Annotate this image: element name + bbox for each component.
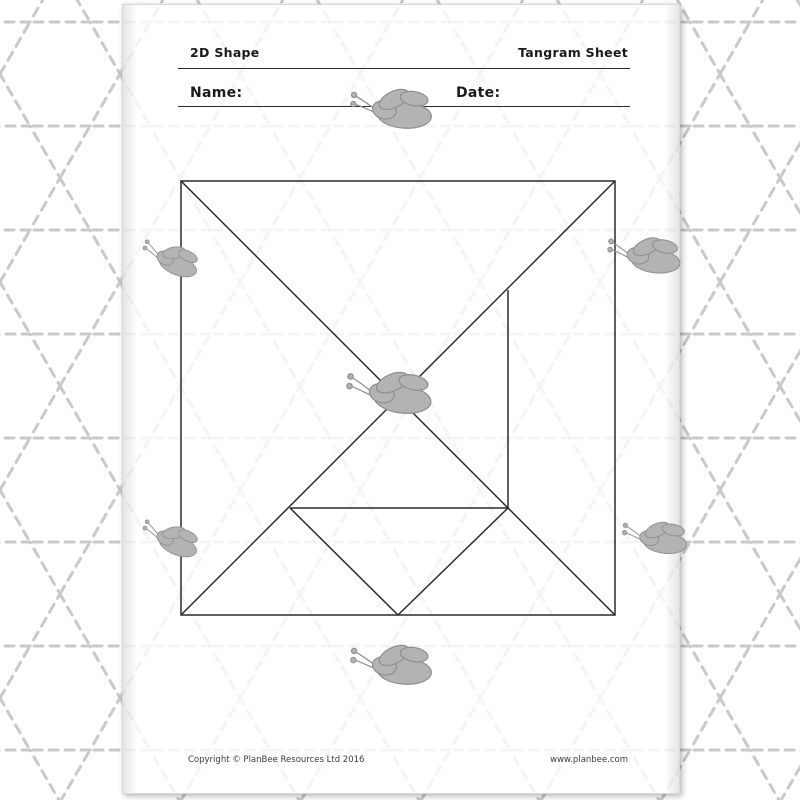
tangram-line-small-left <box>290 508 398 615</box>
page-edge-shadow-right <box>665 5 679 793</box>
name-label: Name: <box>190 85 243 101</box>
bee-icon <box>345 360 448 435</box>
bee-icon <box>138 236 210 289</box>
topic-label: 2D Shape <box>190 45 260 60</box>
page-edge-shadow-left <box>123 5 137 793</box>
copyright-text: Copyright © PlanBee Resources Ltd 2016 <box>188 755 365 765</box>
website-link[interactable]: www.planbee.com <box>550 755 628 765</box>
worksheet-header <box>178 45 630 69</box>
bee-icon <box>621 512 699 569</box>
bee-icon <box>348 76 448 150</box>
bee-icon <box>348 632 448 706</box>
tangram-line-small-right <box>398 508 508 615</box>
bee-icon <box>606 227 694 291</box>
worksheet-footer <box>178 755 630 769</box>
header-rule-top <box>178 68 630 69</box>
date-label: Date: <box>456 85 501 101</box>
bee-icon <box>138 516 210 569</box>
sheet-title: Tangram Sheet <box>518 45 628 60</box>
